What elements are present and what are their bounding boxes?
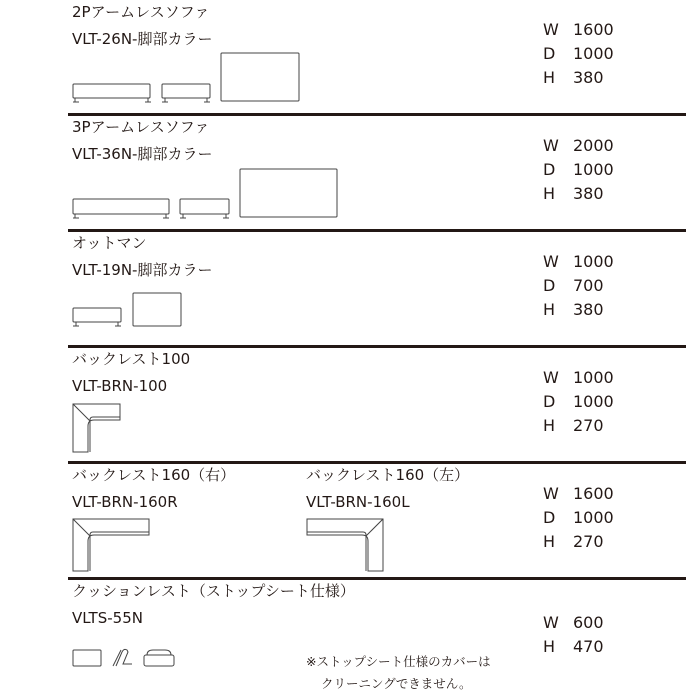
spec-h: H 380 — [543, 68, 604, 87]
spec-w: W 1600 — [543, 484, 614, 503]
product-title: クッションレスト（ストップシート仕様） — [72, 582, 355, 600]
spec-h: H 270 — [543, 532, 604, 551]
product-model: VLT-36N-脚部カラー — [72, 145, 213, 163]
product-model: VLTS-55N — [72, 609, 143, 627]
spec-d: D 1000 — [543, 508, 614, 527]
product-title: オットマン — [72, 234, 147, 252]
spec-h: H 380 — [543, 300, 604, 319]
spec-w: W 1600 — [543, 20, 614, 39]
spec-d: D 700 — [543, 276, 604, 295]
spec-w: W 1000 — [543, 368, 614, 387]
cleaning-note: ※ストップシート仕様のカバーは — [306, 654, 491, 669]
spec-h: H 380 — [543, 184, 604, 203]
product-model-left: VLT-BRN-160L — [306, 493, 410, 511]
product-title: バックレスト160（右） — [72, 466, 236, 484]
spec-d: D 1000 — [543, 392, 614, 411]
product-ottoman — [0, 232, 692, 348]
product-backrest-160 — [0, 464, 692, 580]
product-backrest-100 — [0, 348, 692, 464]
product-model: VLT-BRN-160R — [72, 493, 178, 511]
cleaning-note-2: クリーニングできません。 — [321, 676, 472, 691]
product-cushion-rest — [0, 580, 692, 692]
spec-h: H 270 — [543, 416, 604, 435]
spec-w: W 2000 — [543, 136, 614, 155]
product-model: VLT-BRN-100 — [72, 377, 168, 395]
product-title-left: バックレスト160（左） — [306, 466, 470, 484]
product-2p-armless-sofa — [0, 0, 692, 116]
product-3p-armless-sofa — [0, 116, 692, 232]
spec-h: H 470 — [543, 637, 604, 656]
product-title: 3Pアームレスソファ — [72, 118, 210, 136]
spec-w: W 600 — [543, 613, 604, 632]
product-title: 2Pアームレスソファ — [72, 3, 210, 21]
product-model: VLT-26N-脚部カラー — [72, 30, 213, 48]
product-title: バックレスト100 — [72, 350, 191, 368]
spec-w: W 1000 — [543, 252, 614, 271]
product-model: VLT-19N-脚部カラー — [72, 261, 213, 279]
spec-d: D 1000 — [543, 160, 614, 179]
spec-d: D 1000 — [543, 44, 614, 63]
